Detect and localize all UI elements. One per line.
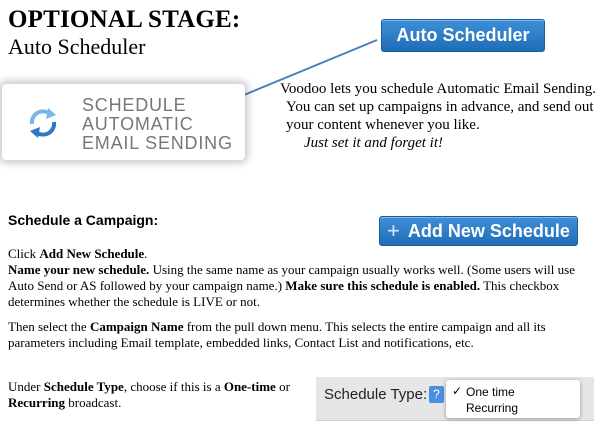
add-new-schedule-label: Add New Schedule [407,220,570,241]
intro-tagline: Just set it and forget it! [304,135,444,151]
text-fragment: broadcast. [65,395,122,410]
text-fragment: This checkbox determines whether the schedule is LIVE or not. [8,278,560,309]
text-fragment: One-time [223,379,276,394]
text-fragment: . [144,246,148,261]
card-line-3: EMAIL SENDING [82,133,233,153]
card-line-2: AUTOMATIC [82,114,194,134]
text-fragment: Under [8,379,44,394]
instruction-paragraph-3 [8,379,293,411]
check-icon: ✓ [452,384,463,398]
auto-scheduler-label: Auto Scheduler [396,25,530,45]
text-fragment: Name your new schedule. [8,262,150,277]
text-fragment: Then select the [8,319,90,334]
text-fragment: Recurring [8,395,66,410]
text-fragment: Click [8,246,40,261]
intro-paragraph: Voodoo lets you schedule Automatic Email Sending. You can set up campaigns in advance, and send out your content whenever you like. [280,81,596,133]
card-line-1: SCHEDULE [82,95,187,115]
sync-icon [26,106,60,140]
instruction-paragraph-1 [8,246,588,310]
section-heading: Schedule a Campaign: [8,212,159,228]
schedule-type-widget [316,377,594,421]
text-fragment: Campaign Name [89,319,184,334]
auto-scheduler-button[interactable] [381,19,545,52]
schedule-automatic-email-card [2,84,245,160]
text-fragment: from the pull down menu. This selects the entire campaign and all its parameters including Email template, embedded links, Contact List and notifications, etc. [8,319,546,350]
instruction-paragraph-2 [8,319,588,351]
schedule-type-label: Schedule Type: [324,386,428,403]
menu-option-recurring[interactable]: Recurring [466,401,519,415]
intro-text [280,80,596,152]
page-subtitle: Auto Scheduler [8,34,146,59]
help-icon[interactable]: ? [429,386,444,403]
text-fragment: or [275,379,290,394]
text-fragment: Schedule Type [43,379,124,394]
text-fragment: Add New Schedule [39,246,145,261]
text-fragment: , choose if this is a [123,379,224,394]
text-fragment: Make sure this schedule is enabled. [285,278,481,293]
page-title: OPTIONAL STAGE: [8,6,241,33]
plus-icon: + [387,218,400,243]
menu-option-one-time[interactable]: One time [466,385,515,399]
schedule-type-menu[interactable] [446,380,580,418]
text-fragment: Using the same name as your campaign usually works well. (Some users will use Auto Send or AS followed by your campaign name.) [8,262,575,293]
add-new-schedule-button[interactable] [379,216,578,246]
